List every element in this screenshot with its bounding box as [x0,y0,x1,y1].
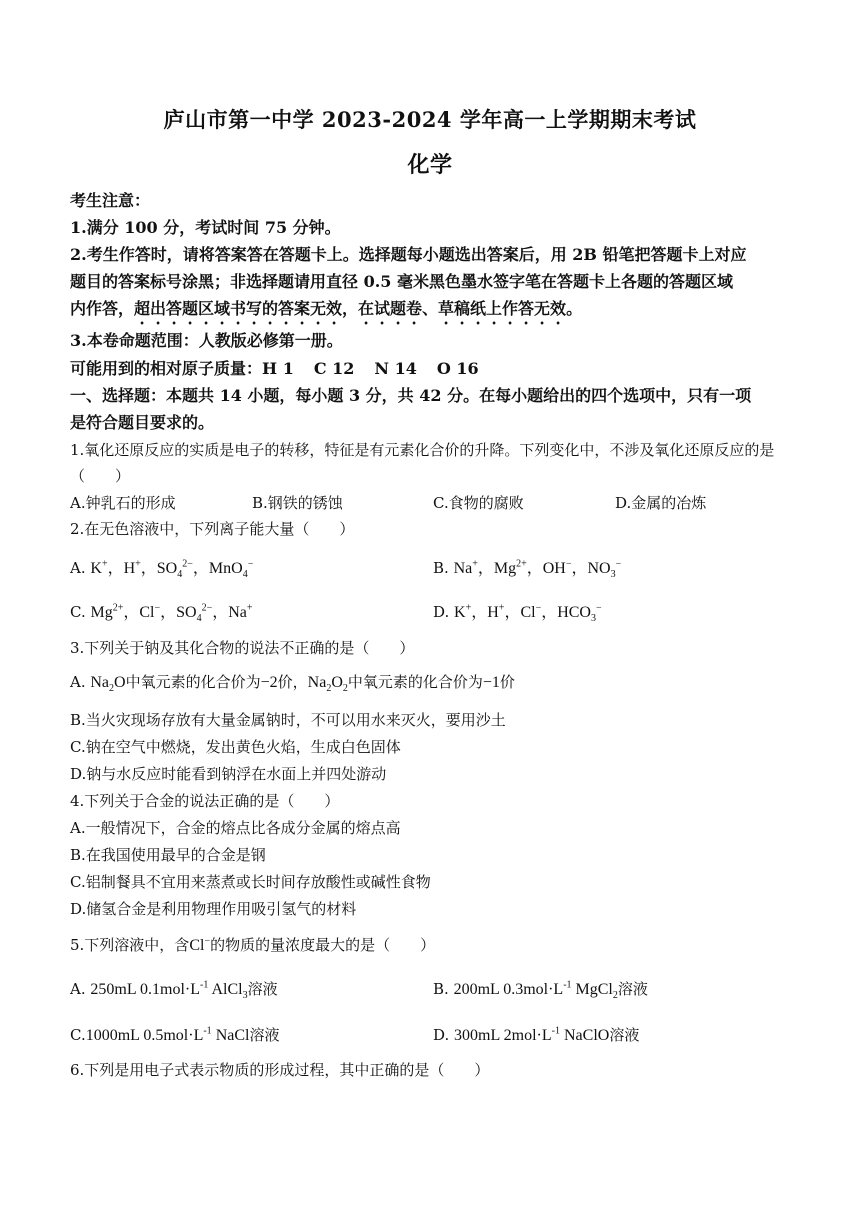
notice-text: ， [342,299,359,318]
question-3-option-d: D.钠与水反应时能看到钠浮在水面上并四处游动 [70,765,387,783]
question-1-stem-cont: （ ） [70,467,131,485]
notice-item-2-line-2: 题目的答案标号涂黑；非选择题请用直径 0.5 毫米黑色墨水签字笔在答题卡上各题的答题区域 [70,272,733,291]
section-heading-line-1: 一、选择题：本题共 14 小题，每小题 3 分，共 42 分。在每小题给出的四个选项中，只有一项 [70,386,752,405]
section-heading-line-2: 是符合题目要求的。 [70,413,215,432]
emphasized-warning: 在试题卷、草稿纸上作答无效 [358,299,567,318]
notice-text: 内作答， [70,299,135,318]
atomic-mass: H 1 [262,359,294,378]
question-3-stem: 3.下列关于钠及其化合物的说法不正确的是（ ） [70,639,415,657]
question-2-option-b: B. Na+，$Mg^{2+}$，OH−，$NO_3^-$ [433,558,622,581]
question-5-stem: 5.下列溶液中，含Cl−的物质的量浓度最大的是（ ） [70,935,436,954]
atomic-mass-line [70,356,479,379]
question-2-option-a: A. K+，H+，$SO_4^{2-}$，MnO$_4$− [70,558,254,581]
question-6-stem: 6.下列是用电子式表示物质的形成过程，其中正确的是（ ） [70,1061,490,1079]
notice-item-2-line-3 [70,296,582,328]
question-3-option-a: A. $Na_2O$中氧元素的化合价为−2价，$Na_2O_2$中氧元素的化合价为−1价 [70,673,515,695]
question-2-option-d: D. K+，H+，Cl−，$HCO_3^-$ [433,602,602,625]
notice-item-1: 1.满分 100 分，考试时间 75 分钟。 [70,218,341,237]
question-2-option-c: C. $Mg^{2+}$，Cl−，$SO_4^{2-}$，Na+ [70,602,253,625]
question-5-option-c: C.1000mL $0.5mol\cdot L^{-1}$ NaCl溶液 [70,1025,280,1044]
notice-item-3: 3.本卷命题范围：人教版必修第一册。 [70,331,343,350]
subject-title: 化学 [407,152,453,178]
notice-heading: 考生注意： [70,191,151,210]
emphasized-warning: 超出答题区域书写的答案无效 [134,299,343,318]
question-2-stem: 2.在无色溶液中，下列离子能大量（ ） [70,520,355,538]
notice-item-2-line-1: 2.考生作答时，请将答案答在答题卡上。选择题每小题选出答案后，用 2B 铅笔把答题卡上对应 [70,245,747,264]
question-1-stem: 1.氧化还原反应的实质是电子的转移，特征是有元素化合价的升降。下列变化中，不涉及氧化还原反应的是 [70,441,775,459]
question-1-option-b: B.钢铁的锈蚀 [252,494,343,512]
question-4-option-b: B.在我国使用最早的合金是钢 [70,846,266,864]
question-5-option-a: A. 250mL $0.1mol\cdot L^{-1}$ AlCl$_3$溶液 [70,979,278,1002]
atomic-mass: O 16 [436,359,479,378]
question-5-option-b: B. 200mL $0.3mol\cdot L^{-1}$ MgCl$_2$溶液 [433,979,648,1002]
question-1-option-a: A.钟乳石的形成 [70,494,176,512]
exam-title: 庐山市第一中学 2023-2024 学年高一上学期期末考试 [163,107,697,132]
question-3-option-b: B.当火灾现场存放有大量金属钠时，不可以用水来灭火，要用沙土 [70,711,506,729]
question-1-option-c: C.食物的腐败 [433,494,524,512]
atomic-mass: C 12 [313,359,355,378]
question-1-option-d: D.金属的冶炼 [615,494,707,512]
atomic-mass: N 14 [374,359,417,378]
notice-text: 。 [566,299,583,318]
question-4-option-d: D.储氢合金是利用物理作用吸引氢气的材料 [70,900,357,918]
question-5-option-d: D. 300mL $2mol\cdot L^{-1}$ NaClO溶液 [433,1025,640,1044]
question-4-stem: 4.下列关于合金的说法正确的是（ ） [70,792,340,810]
atomic-mass-label: 可能用到的相对原子质量： [70,359,263,378]
question-4-option-c: C.铝制餐具不宜用来蒸煮或长时间存放酸性或碱性食物 [70,873,431,891]
question-4-option-a: A.一般情况下，合金的熔点比各成分金属的熔点高 [70,819,401,837]
question-3-option-c: C.钠在空气中燃烧，发出黄色火焰，生成白色固体 [70,738,401,756]
